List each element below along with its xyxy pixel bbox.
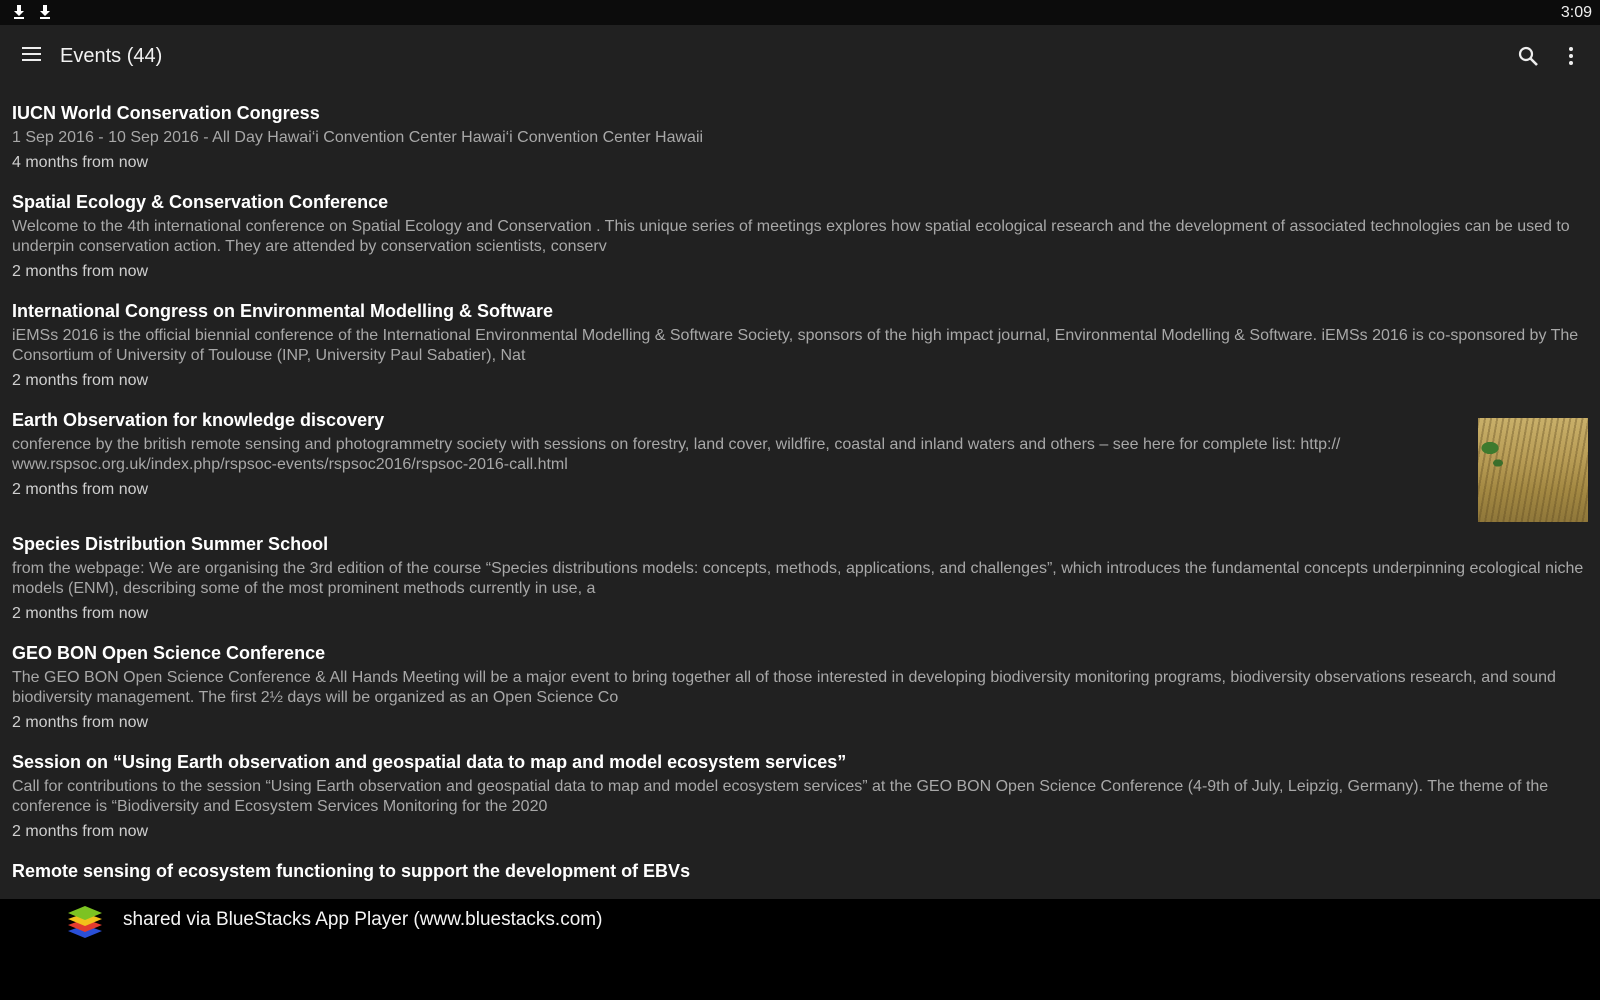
menu-icon	[12, 34, 52, 74]
event-list	[0, 90, 1600, 899]
status-bar	[0, 0, 1600, 25]
search-icon	[1508, 36, 1548, 76]
event-description: iEMSs 2016 is the official biennial conference of the International Environmental Modelling & Software Society, sponsors of the high impact journal, Environmental Modelling & Software. iEMSs 2016 is co-sponsored by The Consortium of University of Toulouse (INP, University Paul Sabatier), Nat	[12, 327, 1579, 364]
event-item[interactable]	[12, 751, 1586, 842]
event-title: Species Distribution Summer School	[12, 534, 329, 554]
clock: 3:09	[1560, 4, 1592, 21]
page-title: Events (44)	[60, 45, 163, 67]
event-item[interactable]	[12, 409, 1586, 500]
event-relative-date: 2 months from now	[12, 372, 149, 389]
event-description: Call for contributions to the session “Using Earth observation and geospatial data to map and model ecosystem services” at the GEO BON Open Science Conference (4-9th of July, Leipzig, Germany). The theme of the conference is “Biodiversity and Ecosystem Services Monitoring for the 2020	[12, 778, 1549, 815]
event-description: 1 Sep 2016 - 10 Sep 2016 - All Day Hawai‘i Convention Center Hawai‘i Convention Center Hawaii	[12, 129, 704, 146]
event-title: IUCN World Conservation Congress	[12, 103, 320, 123]
event-item[interactable]	[12, 533, 1586, 624]
event-item[interactable]	[12, 102, 1586, 173]
event-item[interactable]	[12, 300, 1586, 391]
event-title: International Congress on Environmental Modelling & Software	[12, 301, 554, 321]
event-relative-date: 4 months from now	[12, 154, 149, 171]
event-title: Remote sensing of ecosystem functioning to support the development of EBVs	[12, 861, 691, 881]
event-relative-date: 2 months from now	[12, 605, 149, 622]
search-button[interactable]	[1508, 36, 1548, 76]
event-relative-date: 2 months from now	[12, 481, 149, 498]
bluestacks-share-text: shared via BlueStacks App Player (www.bluestacks.com)	[123, 909, 603, 930]
overflow-menu-button[interactable]	[1556, 36, 1586, 76]
event-description: Welcome to the 4th international conference on Spatial Ecology and Conservation . This unique series of meetings explores how spatial ecological research and the development of associated technologies can be used to underpin conservation action. They are attended by conservation scientists, conserv	[12, 218, 1570, 255]
overflow-menu-icon	[1556, 36, 1586, 76]
app-toolbar	[0, 25, 1600, 90]
event-description: The GEO BON Open Science Conference & All Hands Meeting will be a major event to bring together all of those interested in developing biodiversity monitoring programs, biodiversity observations research, and sound biodiversity management. The first 2½ days will be organized as an Open Science Co	[12, 669, 1556, 706]
bluestacks-banner	[0, 899, 1600, 1000]
event-relative-date: 2 months from now	[12, 823, 149, 840]
event-relative-date: 2 months from now	[12, 714, 149, 731]
download-icon	[12, 4, 26, 21]
event-title: GEO BON Open Science Conference	[12, 643, 326, 663]
event-description: from the webpage: We are organising the 3rd edition of the course “Species distributions models: concepts, methods, applications, and challenges”, which introduces the fundamental concepts underpinning ecological niche models (ENM), describing some of the most prominent methods currently in use, a	[12, 560, 1584, 597]
event-item[interactable]	[12, 642, 1586, 733]
event-item[interactable]	[12, 860, 1586, 882]
event-description: conference by the british remote sensing and photogrammetry society with sessions on forestry, land cover, wildfire, coastal and inland waters and others – see here for complete list: http:// www.rspsoc.org.uk/index.php/rspsoc-events/rspsoc2016/rspsoc-2016-call.html	[12, 436, 1341, 473]
event-title: Session on “Using Earth observation and geospatial data to map and model ecosystem services”	[12, 752, 847, 772]
event-relative-date: 2 months from now	[12, 263, 149, 280]
event-thumbnail[interactable]	[1478, 418, 1588, 522]
event-item[interactable]	[12, 191, 1586, 282]
download-icon	[38, 4, 52, 21]
bluestacks-logo-icon	[66, 905, 104, 939]
event-title: Earth Observation for knowledge discovery	[12, 410, 385, 430]
event-title: Spatial Ecology & Conservation Conference	[12, 192, 389, 212]
menu-button[interactable]	[12, 34, 52, 74]
